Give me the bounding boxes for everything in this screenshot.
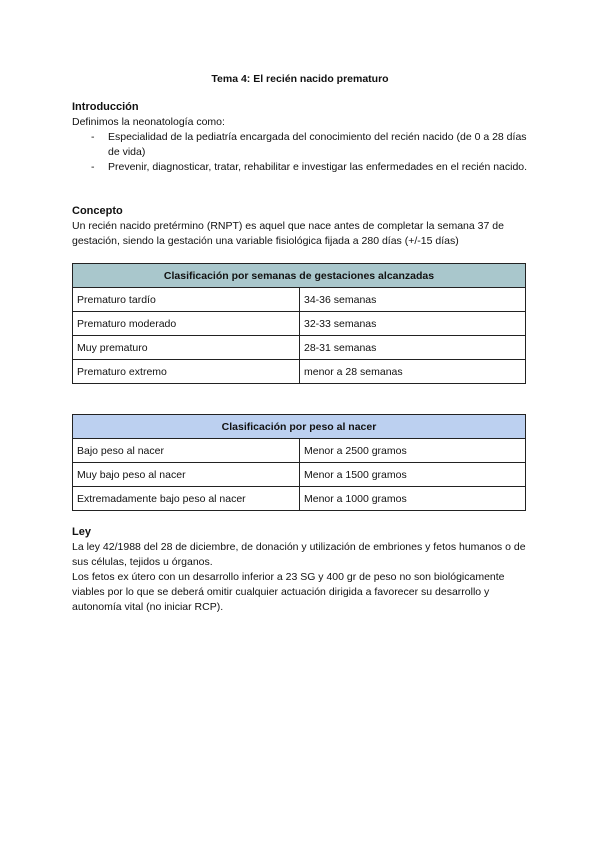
table-row bbox=[73, 360, 526, 384]
table-cell: 32-33 semanas bbox=[300, 312, 526, 336]
table-cell: Bajo peso al nacer bbox=[73, 439, 300, 463]
ley-paragraph-1: La ley 42/1988 del 28 de diciembre, de donación y utilización de embriones y fetos humanos o de sus células, tejidos u órganos. bbox=[72, 541, 526, 568]
table-row bbox=[73, 463, 526, 487]
table-row bbox=[73, 288, 526, 312]
table-cell: Muy prematuro bbox=[73, 336, 300, 360]
concepto-text: Un recién nacido pretérmino (RNPT) es aquel que nace antes de completar la semana 37 de gestación, siendo la gestación una variable fisiológica fijada a 280 días (+/-15 días) bbox=[72, 220, 504, 247]
intro-heading: Introducción bbox=[72, 101, 139, 113]
table-cell: Extremadamente bajo peso al nacer bbox=[73, 487, 300, 511]
table-peso-header: Clasificación por peso al nacer bbox=[73, 415, 526, 439]
intro-text: Definimos la neonatología como: bbox=[72, 116, 225, 128]
table-cell: Menor a 2500 gramos bbox=[300, 439, 526, 463]
table-row bbox=[73, 439, 526, 463]
table-cell: 34-36 semanas bbox=[300, 288, 526, 312]
ley-heading: Ley bbox=[72, 526, 91, 538]
table-row bbox=[73, 487, 526, 511]
ley-paragraph-2: Los fetos ex útero con un desarrollo inferior a 23 SG y 400 gr de peso no son biológicamente viables por lo que se deberá omitir cualquier actuación dirigida a favorecer su desarrollo y autonomía vital (no iniciar RCP). bbox=[72, 571, 505, 613]
table-cell: Prematuro moderado bbox=[73, 312, 300, 336]
table-cell: Menor a 1500 gramos bbox=[300, 463, 526, 487]
intro-list bbox=[72, 130, 532, 175]
table-cell: 28-31 semanas bbox=[300, 336, 526, 360]
concepto-section bbox=[72, 204, 532, 249]
table-row bbox=[73, 336, 526, 360]
table-semanas bbox=[72, 263, 526, 384]
table-cell: Prematuro extremo bbox=[73, 360, 300, 384]
page-title: Tema 4: El recién nacido prematuro bbox=[211, 73, 389, 85]
concepto-heading: Concepto bbox=[72, 205, 123, 217]
table-cell: menor a 28 semanas bbox=[300, 360, 526, 384]
list-item: - Especialidad de la pediatría encargada del conocimiento del recién nacido (de 0 a 28 días de vida) bbox=[72, 130, 532, 160]
table-peso bbox=[72, 414, 526, 511]
table-cell: Menor a 1000 gramos bbox=[300, 487, 526, 511]
ley-section bbox=[72, 525, 532, 615]
table-cell: Prematuro tardío bbox=[73, 288, 300, 312]
table-cell: Muy bajo peso al nacer bbox=[73, 463, 300, 487]
intro-section bbox=[72, 100, 532, 175]
table-semanas-header: Clasificación por semanas de gestaciones alcanzadas bbox=[73, 264, 526, 288]
list-item: - Prevenir, diagnosticar, tratar, rehabilitar e investigar las enfermedades en el recién nacido. bbox=[72, 160, 532, 175]
table-row bbox=[73, 312, 526, 336]
